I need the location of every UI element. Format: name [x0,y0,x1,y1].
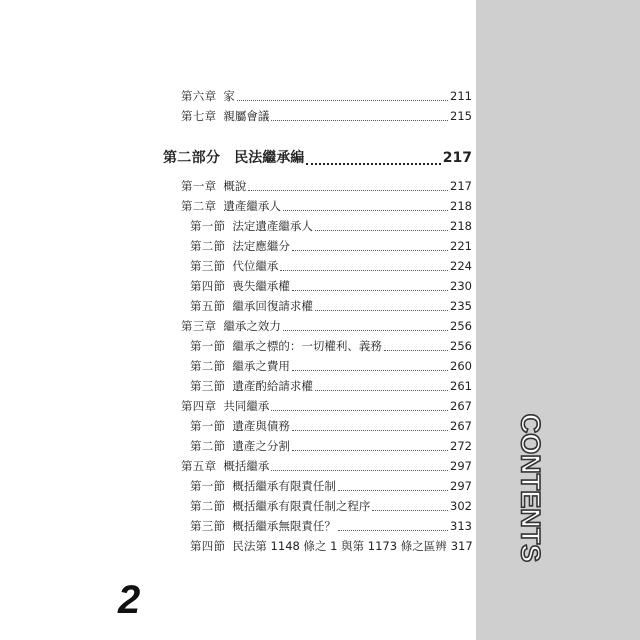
dot-leader [283,329,448,331]
toc-entry-section [190,236,472,256]
toc-entry-label: 第二節 [190,239,226,253]
toc-entry-chapter [181,86,472,106]
toc-entry-title: 親屬會議 [223,109,270,123]
dot-leader [237,99,448,101]
toc-entry-label: 第四節 [190,539,226,553]
toc-entry-section [190,436,472,456]
toc-entry-title: 概括繼承 [223,459,270,473]
toc-entry-section [190,416,472,436]
toc-entry-label: 第二節 [190,499,226,513]
dot-leader [292,369,448,371]
dot-leader [271,409,448,411]
toc-entry-chapter [181,106,472,126]
toc-entry-page: 218 [450,199,472,213]
toc-entry-label: 第一節 [190,419,226,433]
toc-entry-label: 第二部分 [163,150,221,166]
toc-entry-section [190,476,472,496]
dot-leader [283,209,448,211]
dot-leader [280,269,448,271]
toc-entry-section [190,536,472,556]
toc-entry-title: 概說 [223,179,247,193]
toc-entry-page: 211 [450,89,472,103]
toc-entry-page: 297 [450,479,472,493]
dot-leader [315,229,448,231]
toc-entry-label: 第一章 [181,179,217,193]
toc-entry-section [190,296,472,316]
toc-entry-label: 第六章 [181,89,217,103]
toc-entry-title: 繼承之效力 [223,319,281,333]
toc-entry-title: 法定遺產繼承人 [232,219,313,233]
toc-entry-title: 概括繼承有限責任制 [232,479,336,493]
toc-entry-label: 第二節 [190,439,226,453]
dot-leader [338,489,448,491]
toc-entry-title: 法定應繼分 [232,239,290,253]
toc-entry-page: 302 [450,499,472,513]
toc-entry-section [190,356,472,376]
toc-entry-chapter [181,456,472,476]
toc-entry-section [190,336,472,356]
toc-entry-title: 遺產與債務 [232,419,290,433]
toc-entry-label: 第四章 [181,399,217,413]
toc-entry-page: 260 [450,359,472,373]
toc-entry-part [163,146,472,170]
toc-entry-chapter [181,396,472,416]
toc-entry-label: 第三節 [190,259,226,273]
dot-leader [271,469,448,471]
toc-entry-page: 313 [450,519,472,533]
dot-leader [372,509,448,511]
toc-entry-page: 317 [450,539,473,553]
toc-entry-title: 遺產之分割 [232,439,290,453]
toc-entry-page: 217 [442,150,472,166]
toc-entry-chapter [181,176,472,196]
toc-entry-title: 民法第 1148 條之 1 與第 1173 條之區辨 [232,539,447,553]
toc-entry-page: 261 [450,379,472,393]
toc-entry-label: 第三節 [190,519,226,533]
toc-entry-label: 第一節 [190,219,226,233]
toc-entry-section [190,496,472,516]
toc-entry-page: 272 [450,439,472,453]
toc-entry-label: 第二節 [190,359,226,373]
toc-entry-label: 第一節 [190,479,226,493]
toc-entry-label: 第二章 [181,199,217,213]
toc-entry-title: 遺產酌給請求權 [232,379,313,393]
dot-leader [248,189,448,191]
toc-entry-section [190,516,472,536]
contents-label: CONTENTS [515,413,546,563]
toc-entry-page: 297 [450,459,472,473]
toc-entry-label: 第三章 [181,319,217,333]
toc-entry-title: 喪失繼承權 [232,279,290,293]
toc-entry-section [190,376,472,396]
dot-leader [315,389,448,391]
toc-entry-page: 230 [450,279,472,293]
toc-entry-section [190,276,472,296]
toc-entry-title: 概括繼承有限責任制之程序 [232,499,371,513]
toc-entry-page: 217 [450,179,472,193]
toc-entry-title: 繼承之費用 [232,359,290,373]
toc-entry-section [190,216,472,236]
toc-entry-label: 第一節 [190,339,226,353]
toc-entry-chapter [181,196,472,216]
dot-leader [384,349,448,351]
toc-entry-chapter [181,316,472,336]
toc-entry-title: 遺產繼承人 [223,199,281,213]
toc-entry-label: 第五章 [181,459,217,473]
dot-leader [306,162,441,165]
contents-sidebar [476,0,640,640]
toc-entry-title: 概括繼承無限責任？ [232,519,336,533]
toc-entry-section [190,256,472,276]
toc-entry-page: 256 [450,339,472,353]
dot-leader [292,289,448,291]
dot-leader [292,449,448,451]
toc-entry-title: 代位繼承 [232,259,279,273]
toc-entry-page: 256 [450,319,472,333]
page-number: 2 [118,578,141,622]
dot-leader [292,429,448,431]
toc-entry-title: 繼承回復請求權 [232,299,313,313]
toc-entry-title: 繼承之標的：一切權利、義務 [232,339,382,353]
toc-entry-label: 第四節 [190,279,226,293]
toc-entry-title: 共同繼承 [223,399,270,413]
toc-entry-title: 家 [223,89,235,103]
toc-entry-page: 218 [450,219,472,233]
toc-entry-label: 第三節 [190,379,226,393]
dot-leader [315,309,448,311]
toc-entry-label: 第五節 [190,299,226,313]
toc-entry-page: 267 [450,399,472,413]
toc-entry-page: 267 [450,419,472,433]
toc-entry-page: 224 [450,259,472,273]
toc-entry-title: 民法繼承編 [234,150,305,166]
dot-leader [338,529,448,531]
dot-leader [271,119,448,121]
dot-leader [292,249,448,251]
toc-entry-label: 第七章 [181,109,217,123]
toc-entry-page: 215 [450,109,472,123]
toc-entry-page: 235 [450,299,472,313]
toc-entry-page: 221 [450,239,472,253]
